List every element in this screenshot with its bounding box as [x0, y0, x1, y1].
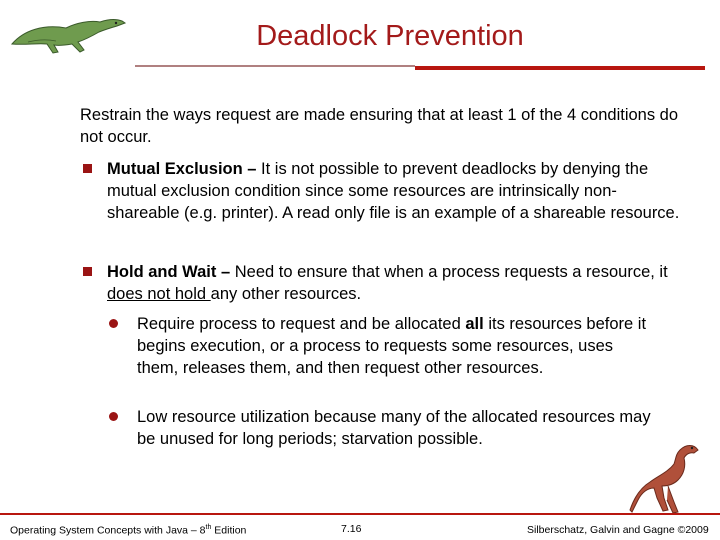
- bullet-body-underlined: does not hold: [107, 285, 211, 303]
- sub-bullet-end: its resources before it begins execution, or a process to requests some resources, uses them, releases them, and then request other resources.: [137, 315, 647, 377]
- title-underline-right: [415, 66, 705, 70]
- bullet-text: [107, 158, 680, 224]
- dinosaur-icon: [628, 440, 708, 518]
- bullet-mutual-exclusion: [80, 158, 680, 224]
- sub-bullet-strong: all: [465, 315, 484, 333]
- footer-divider: [0, 513, 720, 515]
- sub-bullet-start: Require process to request and be allocated: [137, 315, 466, 333]
- bullet-body-end: any other resources.: [210, 285, 362, 303]
- square-bullet-icon: [83, 164, 92, 173]
- bullet-body-start: Need to ensure that when a process requests a resource, it: [234, 263, 668, 281]
- title-underline-left: [135, 65, 415, 67]
- page-number: 7.16: [341, 523, 362, 535]
- intro-paragraph: Restrain the ways request are made ensuring that at least 1 of the 4 conditions do not occur.: [80, 106, 679, 146]
- bullet-text: [107, 261, 680, 305]
- bullet-heading: Hold and Wait: [107, 263, 217, 281]
- slide-title: Deadlock Prevention: [256, 20, 524, 52]
- sub-bullet-low-utilization: [108, 406, 658, 450]
- sub-bullet-require-all: [108, 313, 658, 379]
- footer-book-title: [10, 524, 246, 537]
- footer-superscript: th: [205, 524, 212, 531]
- footer-book-title-text: Operating System Concepts with Java – 8: [10, 524, 206, 537]
- bullet-body: It is not possible to prevent deadlocks by denying the mutual exclusion condition since some resources are intrinsically non-shareable (e.g. printer). A read only file is an example of a shareable resource.: [107, 160, 680, 222]
- round-bullet-icon: [109, 319, 118, 328]
- dinosaur-icon: [4, 14, 130, 56]
- footer-copyright: Silberschatz, Galvin and Gagne ©2009: [527, 524, 709, 536]
- sub-bullet-text: Low resource utilization because many of the allocated resources may be unused for long periods; starvation possible.: [137, 408, 651, 448]
- bullet-hold-and-wait: [80, 261, 680, 305]
- bullet-separator: –: [242, 160, 262, 178]
- bullet-heading: Mutual Exclusion: [107, 160, 243, 178]
- square-bullet-icon: [83, 267, 92, 276]
- sub-bullet-text: [137, 313, 658, 379]
- bullet-separator: –: [216, 263, 235, 281]
- footer-edition: Edition: [211, 524, 247, 537]
- round-bullet-icon: [109, 412, 118, 421]
